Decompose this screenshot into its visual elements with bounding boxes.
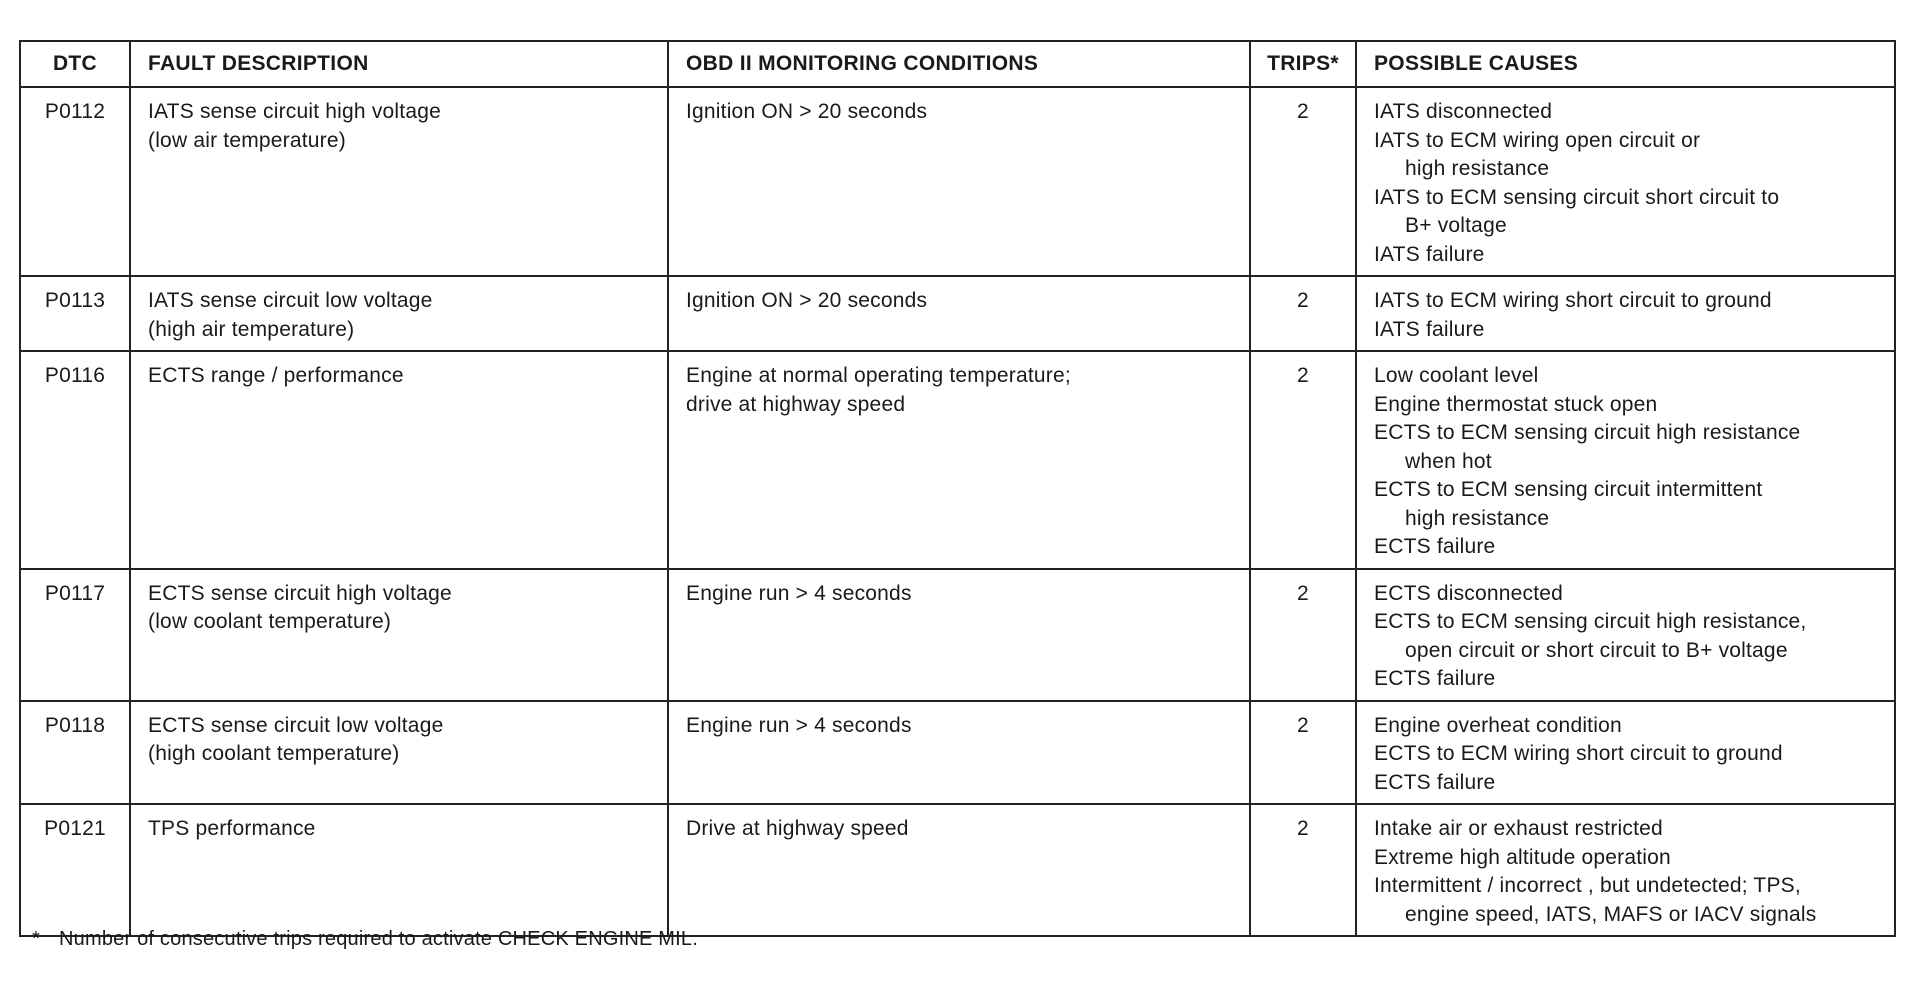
possible-cause-line: Intermittent / incorrect , but undetected; TPS,	[1374, 874, 1801, 897]
monitoring-condition-line: Engine run > 4 seconds	[686, 581, 912, 605]
possible-cause-line: when hot	[1405, 449, 1492, 473]
dtc-code: P0112	[44, 100, 106, 123]
possible-cause-line: high resistance	[1405, 506, 1550, 530]
fault-description-cell	[130, 701, 668, 805]
header-dtc: DTC	[20, 41, 130, 87]
fault-description-cell	[130, 351, 668, 569]
dtc-code: P0117	[44, 581, 106, 605]
monitoring-condition-line: Drive at highway speed	[686, 817, 909, 840]
possible-cause-line: ECTS disconnected	[1374, 581, 1563, 605]
trips-value: 2	[1297, 713, 1309, 737]
fault-description-cell	[130, 87, 668, 276]
possible-cause-line: IATS to ECM wiring open circuit or	[1374, 128, 1701, 152]
header-row	[20, 41, 1895, 87]
table-row	[20, 701, 1895, 805]
monitoring-condition-line: Ignition ON > 20 seconds	[686, 100, 928, 123]
possible-causes-cell	[1356, 276, 1895, 351]
fault-description-cell	[130, 276, 668, 351]
fault-description-cell	[130, 804, 668, 936]
trips-value: 2	[1297, 581, 1309, 605]
trips-cell	[1250, 569, 1356, 701]
fault-description-line: IATS sense circuit high voltage	[148, 100, 441, 123]
trips-value: 2	[1297, 364, 1309, 387]
dtc-code: P0121	[44, 817, 106, 840]
table-row	[20, 87, 1895, 276]
fault-description-line: (low coolant temperature)	[148, 610, 392, 633]
possible-cause-line: ECTS failure	[1374, 535, 1496, 558]
possible-causes-cell	[1356, 351, 1895, 569]
table-row	[20, 276, 1895, 351]
footnote-text: Number of consecutive trips required to activate CHECK ENGINE MIL.	[59, 928, 698, 950]
fault-description-line: (low air temperature)	[148, 128, 346, 152]
possible-cause-line: Extreme high altitude operation	[1374, 845, 1671, 869]
possible-cause-line: open circuit or short circuit to B+ voltage	[1405, 638, 1788, 662]
possible-cause-line: ECTS to ECM sensing circuit high resistance,	[1374, 610, 1807, 633]
monitoring-condition-line: Engine run > 4 seconds	[686, 713, 912, 737]
table-body	[20, 87, 1895, 936]
footnote-mark: *	[32, 928, 40, 950]
possible-causes-cell	[1356, 87, 1895, 276]
possible-cause-line: Low coolant level	[1374, 364, 1539, 387]
fault-description-line: (high air temperature)	[148, 317, 355, 341]
trips-value: 2	[1297, 289, 1309, 312]
trips-value: 2	[1297, 100, 1309, 123]
monitoring-condition-line: drive at highway speed	[686, 392, 906, 416]
trips-cell	[1250, 276, 1356, 351]
fault-description-line: (high coolant temperature)	[148, 742, 400, 765]
trips-cell	[1250, 804, 1356, 936]
possible-causes-cell	[1356, 701, 1895, 805]
possible-cause-line: ECTS failure	[1374, 667, 1496, 690]
trips-cell	[1250, 351, 1356, 569]
dtc-code-cell	[20, 701, 130, 805]
possible-causes-cell	[1356, 569, 1895, 701]
possible-cause-line: Engine thermostat stuck open	[1374, 392, 1658, 416]
possible-cause-line: ECTS failure	[1374, 770, 1496, 794]
possible-cause-line: ECTS to ECM sensing circuit high resistance	[1374, 421, 1801, 444]
dtc-code-cell	[20, 276, 130, 351]
dtc-table	[19, 40, 1896, 937]
header-possible-causes: POSSIBLE CAUSES	[1356, 41, 1895, 87]
possible-cause-line: ECTS to ECM sensing circuit intermittent	[1374, 478, 1763, 501]
fault-description-line: ECTS sense circuit high voltage	[148, 581, 452, 605]
dtc-code-cell	[20, 569, 130, 701]
header-monitoring-conditions: OBD II MONITORING CONDITIONS	[668, 41, 1250, 87]
table-row	[20, 569, 1895, 701]
possible-cause-line: high resistance	[1405, 157, 1550, 180]
fault-description-cell	[130, 569, 668, 701]
possible-causes-cell	[1356, 804, 1895, 936]
possible-cause-line: IATS to ECM wiring short circuit to ground	[1374, 289, 1772, 312]
possible-cause-line: Intake air or exhaust restricted	[1374, 817, 1663, 840]
trips-cell	[1250, 87, 1356, 276]
possible-cause-line: IATS to ECM sensing circuit short circuit to	[1374, 185, 1780, 209]
monitoring-conditions-cell	[668, 569, 1250, 701]
fault-description-line: IATS sense circuit low voltage	[148, 289, 433, 312]
monitoring-conditions-cell	[668, 276, 1250, 351]
header-trips: TRIPS*	[1250, 41, 1356, 87]
fault-description-line: ECTS range / performance	[148, 364, 404, 387]
possible-cause-line: ECTS to ECM wiring short circuit to ground	[1374, 742, 1783, 765]
monitoring-condition-line: Ignition ON > 20 seconds	[686, 289, 928, 312]
monitoring-conditions-cell	[668, 701, 1250, 805]
trips-cell	[1250, 701, 1356, 805]
dtc-code-cell	[20, 351, 130, 569]
possible-cause-line: engine speed, IATS, MAFS or IACV signals	[1405, 902, 1817, 926]
possible-cause-line: Engine overheat condition	[1374, 713, 1622, 737]
dtc-code-cell	[20, 804, 130, 936]
monitoring-conditions-cell	[668, 87, 1250, 276]
fault-description-line: ECTS sense circuit low voltage	[148, 713, 444, 737]
possible-cause-line: IATS failure	[1374, 317, 1485, 341]
fault-description-line: TPS performance	[148, 817, 316, 840]
monitoring-conditions-cell	[668, 351, 1250, 569]
dtc-code: P0118	[44, 713, 106, 737]
footnote	[32, 928, 698, 951]
dtc-code: P0116	[44, 364, 106, 387]
trips-value: 2	[1297, 817, 1309, 840]
possible-cause-line: IATS failure	[1374, 242, 1485, 266]
dtc-code-cell	[20, 87, 130, 276]
monitoring-condition-line: Engine at normal operating temperature;	[686, 364, 1071, 387]
header-fault-description: FAULT DESCRIPTION	[130, 41, 668, 87]
possible-cause-line: B+ voltage	[1405, 214, 1507, 237]
dtc-code: P0113	[44, 289, 106, 312]
monitoring-conditions-cell	[668, 804, 1250, 936]
possible-cause-line: IATS disconnected	[1374, 100, 1553, 123]
table-row	[20, 351, 1895, 569]
table-row	[20, 804, 1895, 936]
